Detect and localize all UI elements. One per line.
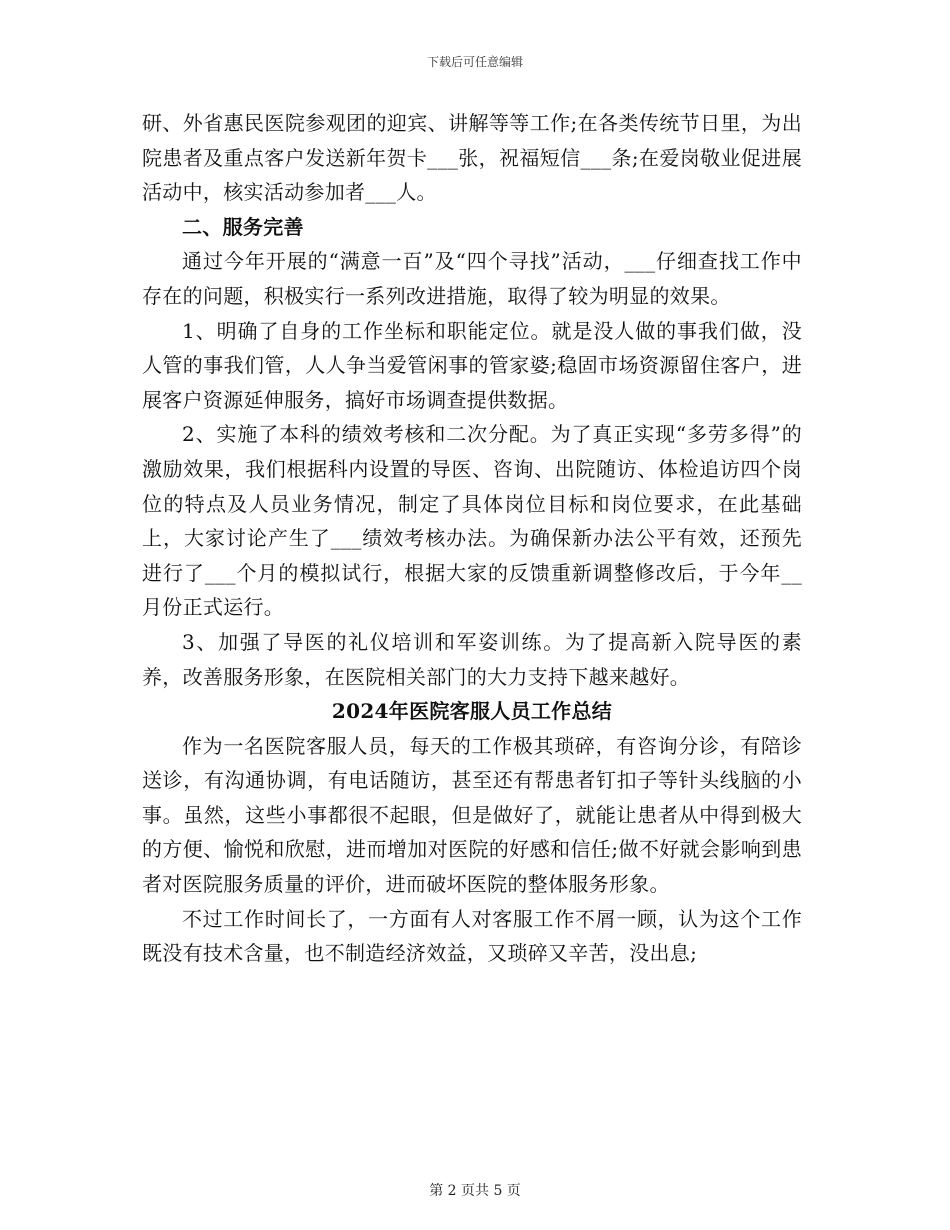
body-paragraph: 作为一名医院客服人员，每天的工作极其琐碎，有咨询分诊，有陪诊送诊，有沟通协调，有电话随访，甚至还有帮患者钉扣子等针头线脑的小事。虽然，这些小事都很不起眼，但是做好了，就能让患者从中得到极大的方便、愉悦和欣慰，进而增加对医院的好感和信任;做不好就会影响到患者对医院服务质量的评价，进而破坏医院的整体服务形象。 <box>142 733 802 897</box>
page-footer: 第 2 页共 5 页 <box>429 1183 521 1199</box>
body-paragraph: 1、明确了自身的工作坐标和职能定位。就是没人做的事我们做，没人管的事我们管，人人争当爱管闲事的管家婆;稳固市场资源留住客户，进展客户资源延伸服务，搞好市场调查提供数据。 <box>142 318 802 412</box>
body-paragraph: 不过工作时间长了，一方面有人对客服工作不屑一顾，认为这个工作既没有技术含量，也不制造经济效益，又琐碎又辛苦，没出息; <box>142 906 802 966</box>
document-title: 2024年医院客服人员工作总结 <box>331 699 613 724</box>
page-header: 下载后可任意编辑 <box>426 55 523 69</box>
body-paragraph: 3、加强了导医的礼仪培训和军姿训练。为了提高新入院导医的素养，改善服务形象，在医院相关部门的大力支持下越来越好。 <box>142 629 802 689</box>
body-paragraph: 2、实施了本科的绩效考核和二次分配。为了真正实现“多劳多得”的激励效果，我们根据科内设置的导医、咨询、出院随访、体检追访四个岗位的特点及人员业务情况，制定了具体岗位目标和岗位要求，在此基础上，大家讨论产生了___绩效考核办法。为确保新办法公平有效，还预先进行了___个月的模拟试行，根据大家的反馈重新调整修改后，于今年__月份正式运行。 <box>142 422 802 620</box>
document-body <box>142 106 802 971</box>
body-paragraph: 研、外省惠民医院参观团的迎宾、讲解等等工作;在各类传统节日里，为出院患者及重点客户发送新年贺卡___张，祝福短信___条;在爱岗敬业促进展活动中，核实活动参加者___人。 <box>142 111 802 205</box>
section-heading: 二、服务完善 <box>182 214 304 239</box>
body-paragraph: 通过今年开展的“满意一百”及“四个寻找”活动，___仔细查找工作中存在的问题，积极实行一系列改进措施，取得了较为明显的效果。 <box>142 249 802 308</box>
